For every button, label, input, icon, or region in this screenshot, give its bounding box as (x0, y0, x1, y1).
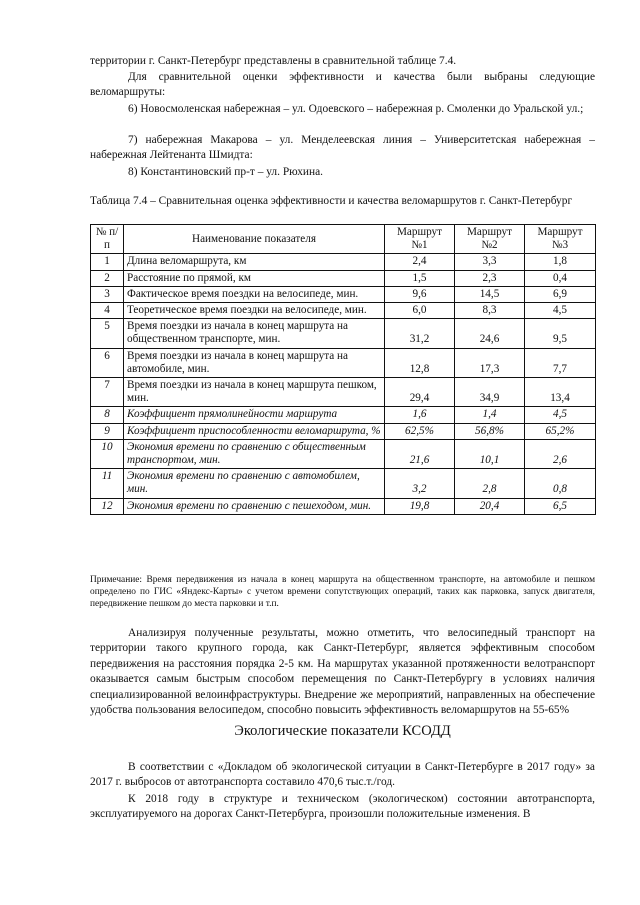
row-number: 11 (91, 469, 124, 498)
table-row (91, 469, 596, 498)
row-route-3: 7,7 (525, 348, 596, 377)
row-route-3: 6,5 (525, 498, 596, 514)
header-route-1: Маршрут №1 (385, 225, 455, 254)
row-route-1: 1,6 (385, 407, 455, 423)
paragraph-top: территории г. Санкт-Петербург представлены в сравнительной таблице 7.4. (90, 55, 457, 67)
row-route-1: 3,2 (385, 469, 455, 498)
paragraph-ecology-2: К 2018 году в структуре и техническом (экологическом) состоянии автотранспорта, эксплуатируемого на дорогах Санкт-Петербурга, произошли положительные изменения. В (90, 793, 595, 821)
row-route-1: 31,2 (385, 319, 455, 348)
row-route-3: 0,4 (525, 270, 596, 286)
paragraph-selection: Для сравнительной оценки эффективности и качества были выбраны следующие веломаршруты: (90, 71, 595, 99)
row-number: 3 (91, 286, 124, 302)
table-row (91, 270, 596, 286)
row-indicator: Коэффициент приспособленности веломаршрута, % (124, 423, 385, 439)
row-route-3: 65,2% (525, 423, 596, 439)
row-route-1: 1,5 (385, 270, 455, 286)
row-route-3: 2,6 (525, 439, 596, 468)
table-row (91, 439, 596, 468)
table-row (91, 498, 596, 514)
row-route-2: 14,5 (455, 286, 525, 302)
table-caption: Таблица 7.4 – Сравнительная оценка эффективности и качества веломаршрутов г. Санкт-Петербург (90, 195, 573, 207)
row-number: 7 (91, 378, 124, 407)
row-route-2: 24,6 (455, 319, 525, 348)
row-route-1: 21,6 (385, 439, 455, 468)
row-route-2: 2,8 (455, 469, 525, 498)
route-item-7: 7) набережная Макарова – ул. Менделеевская линия – Университетская набережная – набережная Лейтенанта Шмидта: (90, 134, 595, 162)
row-route-2: 17,3 (455, 348, 525, 377)
table-row (91, 319, 596, 348)
table-row (91, 407, 596, 423)
header-number: № п/п (91, 225, 124, 254)
row-number: 6 (91, 348, 124, 377)
route-item-8: 8) Константиновский пр-т – ул. Рюхина. (128, 166, 324, 178)
route-item-6: 6) Новосмоленская набережная – ул. Одоевского – набережная р. Смоленки до Уральской ул.; (128, 103, 584, 115)
table-row (91, 254, 596, 270)
row-route-3: 0,8 (525, 469, 596, 498)
row-indicator: Экономия времени по сравнению с автомобилем, мин. (124, 469, 385, 498)
paragraph-ecology-1: В соответствии с «Докладом об экологической ситуации в Санкт-Петербурге в 2017 году» за 2017 г. выбросов от автотранспорта составило 470,6 тыс.т./год. (90, 761, 595, 789)
row-indicator: Время поездки из начала в конец маршрута пешком, мин. (124, 378, 385, 407)
header-route-2: Маршрут №2 (455, 225, 525, 254)
row-route-3: 13,4 (525, 378, 596, 407)
row-route-3: 6,9 (525, 286, 596, 302)
row-route-1: 2,4 (385, 254, 455, 270)
row-route-1: 62,5% (385, 423, 455, 439)
row-indicator: Экономия времени по сравнению с пешеходом, мин. (124, 498, 385, 514)
row-route-2: 10,1 (455, 439, 525, 468)
row-number: 9 (91, 423, 124, 439)
row-indicator: Теоретическое время поездки на велосипеде, мин. (124, 303, 385, 319)
table-row (91, 378, 596, 407)
row-route-3: 4,5 (525, 303, 596, 319)
row-number: 4 (91, 303, 124, 319)
row-route-2: 3,3 (455, 254, 525, 270)
row-route-3: 1,8 (525, 254, 596, 270)
table-row (91, 348, 596, 377)
row-number: 5 (91, 319, 124, 348)
table-row (91, 303, 596, 319)
row-route-1: 29,4 (385, 378, 455, 407)
row-indicator: Коэффициент прямолинейности маршрута (124, 407, 385, 423)
row-route-3: 9,5 (525, 319, 596, 348)
table-header-row (91, 225, 596, 254)
row-indicator: Расстояние по прямой, км (124, 270, 385, 286)
comparison-table (90, 224, 596, 515)
row-route-2: 56,8% (455, 423, 525, 439)
row-number: 2 (91, 270, 124, 286)
paragraph-analysis: Анализируя полученные результаты, можно отметить, что велосипедный транспорт на территории такого крупного города, как Санкт-Петербург, является эффективным способом передвижения на расстояния порядка 2-5 км. На маршрутах указанной протяженности велотранспорт оказывается самым быстрым способом перемещения по Санкт-Петербургу в условиях наличия специализированной велоинфраструктуры. Внедрение же мероприятий, направленных на обеспечение удобства пользования велосипедом, способно повысить эффективность веломаршрутов на 55-65% (90, 627, 595, 717)
row-indicator: Длина веломаршрута, км (124, 254, 385, 270)
header-route-3: Маршрут №3 (525, 225, 596, 254)
row-route-2: 8,3 (455, 303, 525, 319)
row-route-1: 6,0 (385, 303, 455, 319)
row-route-2: 1,4 (455, 407, 525, 423)
row-route-2: 2,3 (455, 270, 525, 286)
table-row (91, 286, 596, 302)
row-number: 10 (91, 439, 124, 468)
row-number: 1 (91, 254, 124, 270)
section-heading: Экологические показатели КСОДД (234, 723, 451, 739)
row-indicator: Фактическое время поездки на велосипеде, мин. (124, 286, 385, 302)
row-route-1: 12,8 (385, 348, 455, 377)
row-indicator: Время поездки из начала в конец маршрута на общественном транспорте, мин. (124, 319, 385, 348)
row-route-1: 9,6 (385, 286, 455, 302)
row-route-1: 19,8 (385, 498, 455, 514)
row-route-3: 4,5 (525, 407, 596, 423)
header-indicator: Наименование показателя (124, 225, 385, 254)
table-row (91, 423, 596, 439)
table-note: Примечание: Время передвижения из начала в конец маршрута на общественном транспорте, на автомобиле и пешком определено по ГИС «Яндекс-Карты» с учетом времени сопутствующих операций, таких как парковка, запуск двигателя, передвижение пешком до места парковки и т.п. (90, 575, 595, 610)
row-number: 12 (91, 498, 124, 514)
row-route-2: 20,4 (455, 498, 525, 514)
row-route-2: 34,9 (455, 378, 525, 407)
row-indicator: Время поездки из начала в конец маршрута на автомобиле, мин. (124, 348, 385, 377)
row-indicator: Экономия времени по сравнению с общественным транспортом, мин. (124, 439, 385, 468)
row-number: 8 (91, 407, 124, 423)
